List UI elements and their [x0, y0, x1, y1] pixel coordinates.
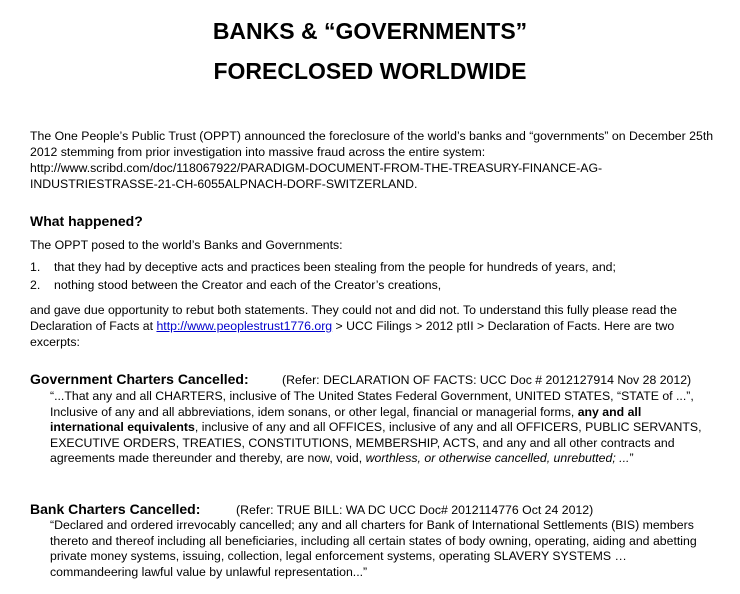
bank-quote: “Declared and ordered irrevocably cancelled; any and all charters for Bank of International Settlements (BIS) members thereto and thereof including all beneficiaries, including all certain states of body owning, operating, aiding and abetting private money systems, issuing, collection, legal enforcement systems, operating SLAVERY SYSTEMS …commandeering lawful value by unlawful representation...”	[50, 518, 697, 579]
list-number: 1.	[30, 260, 41, 274]
list-item	[30, 276, 720, 294]
statements-list	[30, 258, 720, 294]
title-line-1: BANKS & “GOVERNMENTS”	[212, 18, 528, 44]
rebut-text-before: and gave due opportunity to rebut both statements. They could not and did not. To understand this fully please read the Declaration of Facts at	[30, 303, 677, 333]
list-item	[30, 258, 720, 276]
rebut-text-after: > UCC Filings > 2012 ptII > Declaration of Facts. Here are two excerpts:	[30, 319, 675, 349]
government-quote-part1: “...That any and all CHARTERS, inclusive of The United States Federal Government, UNITED STATES, “STATE of ...”, Inclusive of any and all abbreviations, idem sonans, or other legal, financial or managerial forms,	[50, 389, 694, 419]
title-line-2: FORECLOSED WORLDWIDE	[213, 58, 527, 84]
what-happened-heading: What happened?	[30, 213, 143, 229]
peoplestrust-link[interactable]: http://www.peoplestrust1776.org	[156, 319, 333, 333]
bank-section-header	[30, 500, 720, 518]
government-quote-italic: worthless, or otherwise cancelled, unrebutted; ...	[365, 451, 630, 466]
intro-paragraph: The One People’s Public Trust (OPPT) announced the foreclosure of the world’s banks and “governments” on December 25th 2012 stemming from prior investigation into massive fraud across the entire system: http://www.scribd.com/doc/118067922/PARADIGM-DOCUMENT-FROM-THE-TREASURY-FINANCE-AG-INDUSTRIESTRASSE-21-CH-6055ALPNACH-DORF-SWITZERLAND.	[30, 129, 714, 191]
rebut-paragraph	[30, 302, 720, 350]
government-quote-bold: any and all international equivalents	[50, 404, 642, 435]
government-quote-end: ”	[629, 451, 634, 466]
government-quote-part2: , inclusive of any and all OFFICES, inclusive of any and all OFFICERS, PUBLIC SERVANTS, EXECUTIVE ORDERS, TREATIES, CONSTITUTIONS, MEMBERSHIP, ACTS, and any and all other contracts and agreements made thereunder and thereby, are now, void,	[50, 420, 702, 466]
list-text: nothing stood between the Creator and each of the Creator’s creations,	[54, 278, 442, 292]
bank-section-title: Bank Charters Cancelled:	[30, 501, 201, 517]
posed-paragraph: The OPPT posed to the world’s Banks and Governments:	[30, 238, 343, 252]
government-section-title: Government Charters Cancelled:	[30, 371, 249, 387]
bank-reference: (Refer: TRUE BILL: WA DC UCC Doc# 2012114776 Oct 24 2012)	[236, 503, 594, 517]
list-text: that they had by deceptive acts and practices been stealing from the people for hundreds of years, and;	[54, 260, 616, 274]
government-section-header	[30, 370, 720, 388]
government-reference: (Refer: DECLARATION OF FACTS: UCC Doc # 2012127914 Nov 28 2012)	[282, 373, 692, 387]
list-number: 2.	[30, 278, 41, 292]
government-quote	[50, 389, 702, 467]
